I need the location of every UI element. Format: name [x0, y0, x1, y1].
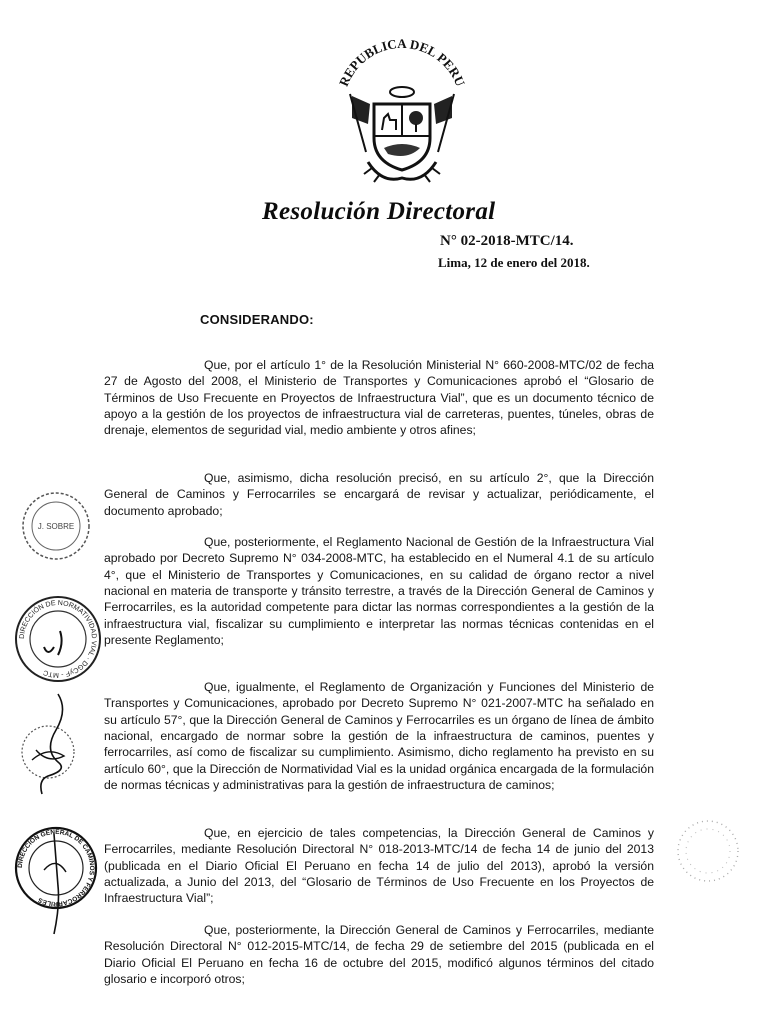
faded-stamp — [672, 815, 744, 887]
paragraph-6: Que, posteriormente, la Dirección General de Caminos y Ferrocarriles, mediante Resolución Directoral N° 012-2015-MTC/14, de fecha 29 de setiembre del 2015 (publicada en el Diario Oficial El Peruano en fecha 16 de octubre del 2015, modificó algunos términos del citado glosario e incorporó otros; — [104, 923, 654, 987]
svg-text:DIRECCIÓN DE NORMATIVIDAD VIAL — [19, 600, 97, 678]
seal-arc-text: REPUBLICA DEL PERU — [335, 35, 469, 89]
paragraph-5: Que, en ejercicio de tales competencias, la Dirección General de Caminos y Ferrocarriles, mediante Resolución Directoral N° 018-2013-MTC/14 de fecha 14 de junio del 2013 (publicada en el Diario Oficial El Peruano en fecha 14 de julio del 2013), aprobó la versión actualizada, a Junio del 2013, del “Glosario de Términos de Uso Frecuente en los Proyectos de Infraestructura Vial”; — [104, 826, 654, 906]
margin-stamp-2 — [14, 595, 102, 683]
stamp-1-text: J. SOBRE — [37, 522, 75, 531]
resolution-number: N° 02-2018-MTC/14. — [440, 233, 574, 249]
section-heading: CONSIDERANDO: — [200, 312, 314, 327]
paragraph-4: Que, igualmente, el Reglamento de Organización y Funciones del Ministerio de Transportes y Comunicaciones, aprobado por Decreto Supremo N° 021-2007-MTC ha señalado en su artículo 57°, que la Dirección General de Caminos y Ferrocarriles es un órgano de línea de ámbito nacional, encargado de normar sobre la gestión de la infraestructura de caminos, puentes y ferrocarriles, así como de fiscalizar su cumplimiento. Asimismo, dicho reglamento ha previsto en su artículo 60°, que la Dirección de Normatividad Vial es la unidad orgánica encargada de la formulación de normas técnicas y administrativas para la gestión de infraestructura de caminos; — [104, 680, 654, 792]
stamp-2-ring-text: DIRECCIÓN DE NORMATIVIDAD VIAL · DGCyF - MTC — [18, 599, 98, 679]
margin-stamp-1 — [20, 490, 92, 562]
stamp-4-ring-text: DIRECCIÓN GENERAL DE CAMINOS Y FERROCARRILES — [16, 828, 96, 908]
paragraph-1: Que, por el artículo 1° de la Resolución Ministerial N° 660-2008-MTC/02 de fecha 27 de Agosto del 2008, el Ministerio de Transportes y Comunicaciones aprobó el “Glosario de Términos de Uso Frecuente en Proyectos de Infraestructura Vial”, que es un documento técnico de apoyo a la gestión de los proyectos de infraestructura vial de carreteras, puentes, túneles, obras de drenaje, elementos de seguridad vial, medio ambiente y otros afines; — [104, 358, 654, 438]
paragraph-2: Que, asimismo, dicha resolución precisó, en su artículo 2°, que la Dirección General de Caminos y Ferrocarriles se encargará de revisar y actualizar, periódicamente, el documento aprobado; — [104, 471, 654, 518]
paragraph-3: Que, posteriormente, el Reglamento Nacional de Gestión de la Infraestructura Vial aprobado por Decreto Supremo N° 034-2008-MTC, ha establecido en el Numeral 4.1 de su artículo 4°, que el Ministerio de Transportes y Comunicaciones, en su calidad de órgano rector a nivel nacional en materia de transporte y tránsito terrestre, a través de la Dirección General de Caminos y Ferrocarriles, es la autoridad competente para dictar las normas correspondientes a la gestión de la infraestructura vial, fiscalizar su cumplimiento e interpretar las normas técnicas contenidas en el presente Reglamento; — [104, 535, 654, 647]
svg-text:REPUBLICA DEL PERU — [336, 36, 468, 89]
signature-stamp — [18, 690, 82, 800]
document-title: Resolución Directoral — [262, 198, 496, 225]
margin-stamp-4 — [14, 826, 98, 938]
coat-of-arms-seal — [322, 34, 482, 194]
resolution-date: Lima, 12 de enero del 2018. — [438, 255, 590, 270]
